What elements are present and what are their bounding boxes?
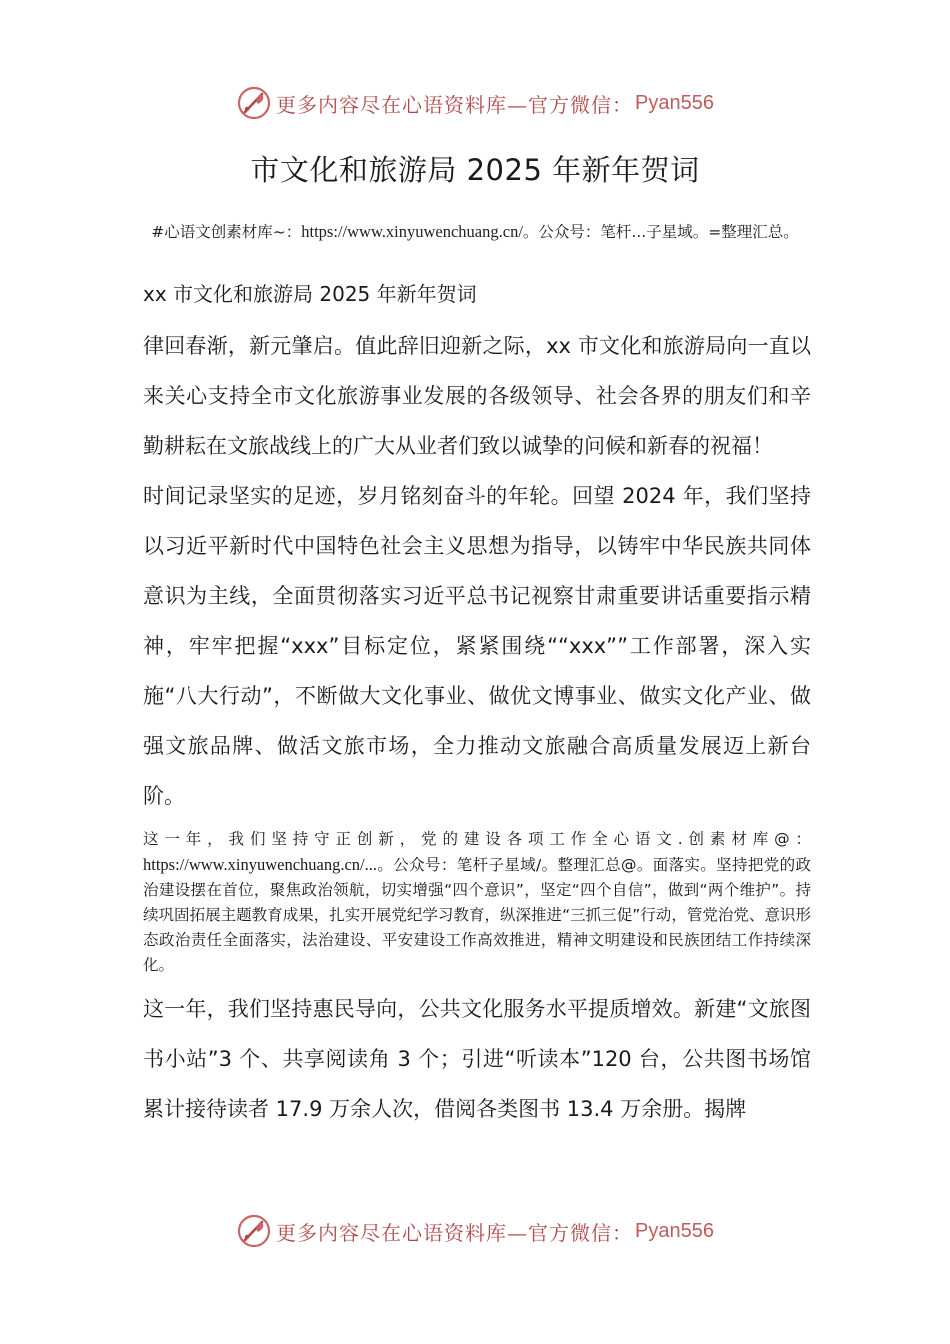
quill-logo-icon bbox=[236, 1213, 272, 1249]
party-building-text-1: 这一年，我们坚持守正创新，党的建设各项工作全心语文.创素材库@： bbox=[143, 830, 811, 848]
paragraph-public-culture: 这一年，我们坚持惠民导向，公共文化服务水平提质增效。新建“文旅图书小站”3 个、共享阅读角 3 个；引进“听读本”120 台，公共图书场馆累计接待读者 17.9 万余人次，借阅各类图书 13.4 万余册。揭牌 bbox=[143, 997, 811, 1121]
banner-text: 更多内容尽在心语资料库—官方微信： bbox=[276, 1220, 634, 1245]
paragraph-review-2024: 时间记录坚实的足迹，岁月铭刻奋斗的年轮。回望 2024 年，我们坚持以习近平新时代中国特色社会主义思想为指导，以铸牢中华民族共同体意识为主线，全面贯彻落实习近平总书记视察甘肃重要讲话重要指示精神，牢牢把握“xxx”目标定位，紧紧围绕““xxx””工作部署，深入实施“八大行动”，不断做大文化事业、做优文博事业、做实文化产业、做强文旅品牌、做活文旅市场，全力推动文旅融合高质量发展迈上新台阶。 bbox=[143, 484, 811, 808]
source-note-prefix: #心语文创素材库~： bbox=[151, 223, 302, 241]
banner-wechat-id: Pyan556 bbox=[635, 1219, 714, 1242]
source-note bbox=[140, 220, 810, 244]
quill-logo-icon bbox=[236, 85, 272, 121]
document-heading: xx 市文化和旅游局 2025 年新年贺词 bbox=[143, 282, 477, 306]
document-title: 市文化和旅游局 2025 年新年贺词 bbox=[250, 153, 700, 187]
paragraph-party-building bbox=[143, 827, 811, 978]
banner-text: 更多内容尽在心语资料库—官方微信： bbox=[276, 92, 634, 117]
paragraph-greeting: 律回春渐，新元肇启。值此辞旧迎新之际，xx 市文化和旅游局向一直以来关心支持全市文化旅游事业发展的各级领导、社会各界的朋友们和辛勤耕耘在文旅战线上的广大从业者们致以诚挚的问候和新春的祝福！ bbox=[143, 334, 811, 458]
footer-watermark bbox=[0, 1211, 950, 1251]
party-building-url: https://www.xinyuwenchuang.cn/... bbox=[143, 855, 378, 874]
source-note-url: https://www.xinyuwenchuang.cn/ bbox=[301, 222, 523, 241]
banner-wechat-id: Pyan556 bbox=[635, 91, 714, 114]
party-building-text-2: 。公众号：笔杆子星域/。整理汇总@。面落实。坚持把党的政治建设摆在首位，聚焦政治领航，切实增强“四个意识”，坚定“四个自信”，做到“两个维护”。持续巩固拓展主题教育成果，扎实开展党纪学习教育，纵深推进“三抓三促”行动，管党治党、意识形态政治责任全面落实，法治建设、平安建设工作高效推进，精神文明建设和民族团结工作持续深化。 bbox=[143, 856, 811, 974]
source-note-suffix: 。公众号：笔杆...子星域。=整理汇总。 bbox=[522, 223, 799, 241]
document-body bbox=[143, 279, 811, 1134]
header-watermark bbox=[0, 83, 950, 123]
